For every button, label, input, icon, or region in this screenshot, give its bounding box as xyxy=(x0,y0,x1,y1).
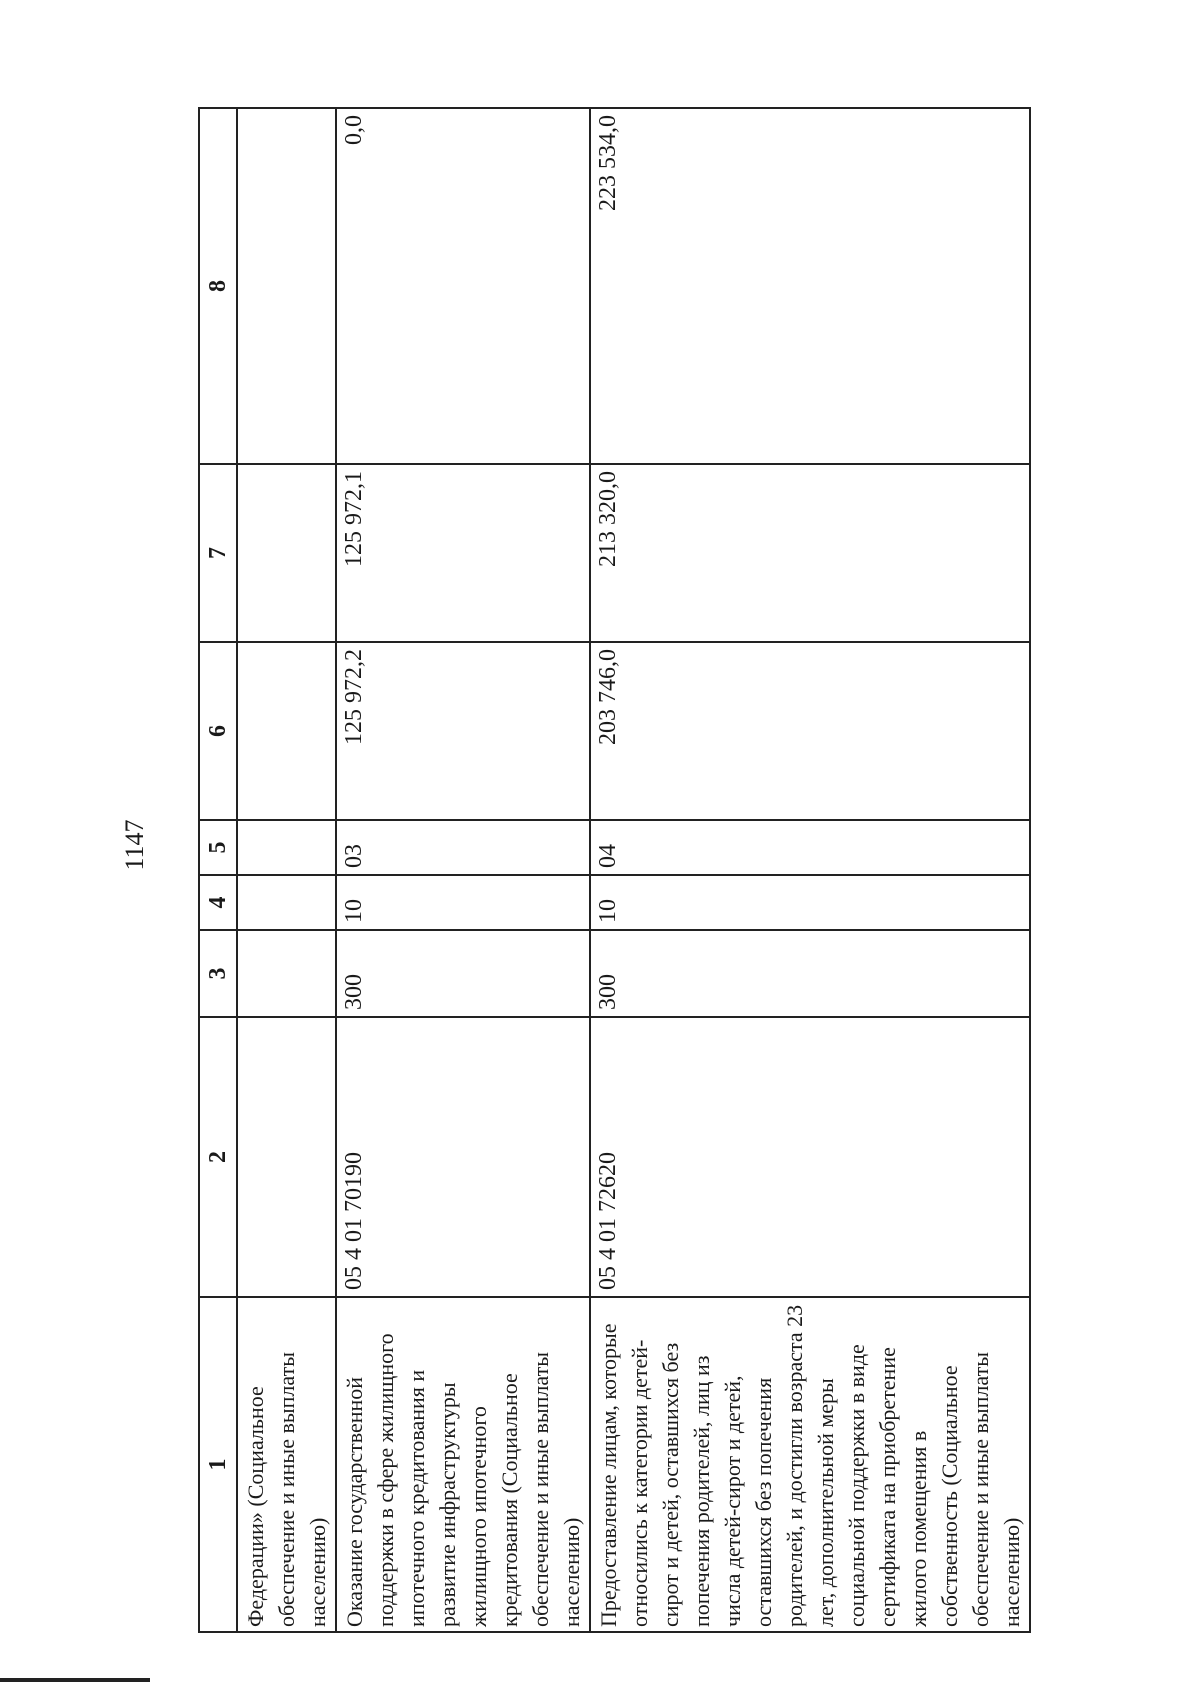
row-name-cell: Федерации» (Социальное обеспечение и иные выплаты населению) xyxy=(237,1297,336,1632)
header-col-8: 8 xyxy=(199,108,237,464)
subsection-cell: 04 xyxy=(590,820,1030,875)
header-col-5: 5 xyxy=(199,820,237,875)
table-row xyxy=(237,108,336,1632)
amount-col-6-cell xyxy=(237,642,336,820)
target-article-cell xyxy=(237,1017,336,1297)
target-article-cell: 05 4 01 70190 xyxy=(336,1017,590,1297)
section-cell xyxy=(237,875,336,930)
amount-col-8-cell: 223 534,0 xyxy=(590,108,1030,464)
subsection-cell: 03 xyxy=(336,820,590,875)
amount-col-8-cell: 0,0 xyxy=(336,108,590,464)
amount-col-6-cell: 203 746,0 xyxy=(590,642,1030,820)
header-col-6: 6 xyxy=(199,642,237,820)
expense-type-cell: 300 xyxy=(590,930,1030,1017)
header-col-7: 7 xyxy=(199,464,237,642)
section-cell: 10 xyxy=(590,875,1030,930)
header-col-1: 1 xyxy=(199,1297,237,1632)
expense-type-cell xyxy=(237,930,336,1017)
target-article-cell: 05 4 01 72620 xyxy=(590,1017,1030,1297)
table-row xyxy=(336,108,590,1632)
table-row xyxy=(590,108,1030,1632)
amount-col-7-cell xyxy=(237,464,336,642)
footer-rule xyxy=(0,1678,150,1682)
amount-col-7-cell: 213 320,0 xyxy=(590,464,1030,642)
section-cell: 10 xyxy=(336,875,590,930)
header-col-4: 4 xyxy=(199,875,237,930)
row-name-cell: Оказание государственной поддержки в сфере жилищного ипотечного кредитования и развитие инфраструктуры жилищного ипотечного кредитования (Социальное обеспечение и иные выплаты населению) xyxy=(336,1297,590,1632)
page-number: 1147 xyxy=(120,819,149,871)
budget-table-wrapper xyxy=(198,109,1024,1633)
expense-type-cell: 300 xyxy=(336,930,590,1017)
header-col-3: 3 xyxy=(199,930,237,1017)
subsection-cell xyxy=(237,820,336,875)
row-name-cell: Предоставление лицам, которые относились к категории детей-сирот и детей, оставшихся без попечения родителей, лиц из числа детей-сирот и детей, оставшихся без попечения родителей, и достигли возраста 23 лет, дополнительной меры социальной поддержки в виде сертификата на приобретение жилого помещения в собственность (Социальное обеспечение и иные выплаты населению) xyxy=(590,1297,1030,1632)
header-col-2: 2 xyxy=(199,1017,237,1297)
amount-col-7-cell: 125 972,1 xyxy=(336,464,590,642)
header-row xyxy=(199,108,237,1632)
budget-table-rotated xyxy=(198,109,1024,1633)
amount-col-8-cell xyxy=(237,108,336,464)
budget-table xyxy=(198,107,1031,1633)
amount-col-6-cell: 125 972,2 xyxy=(336,642,590,820)
